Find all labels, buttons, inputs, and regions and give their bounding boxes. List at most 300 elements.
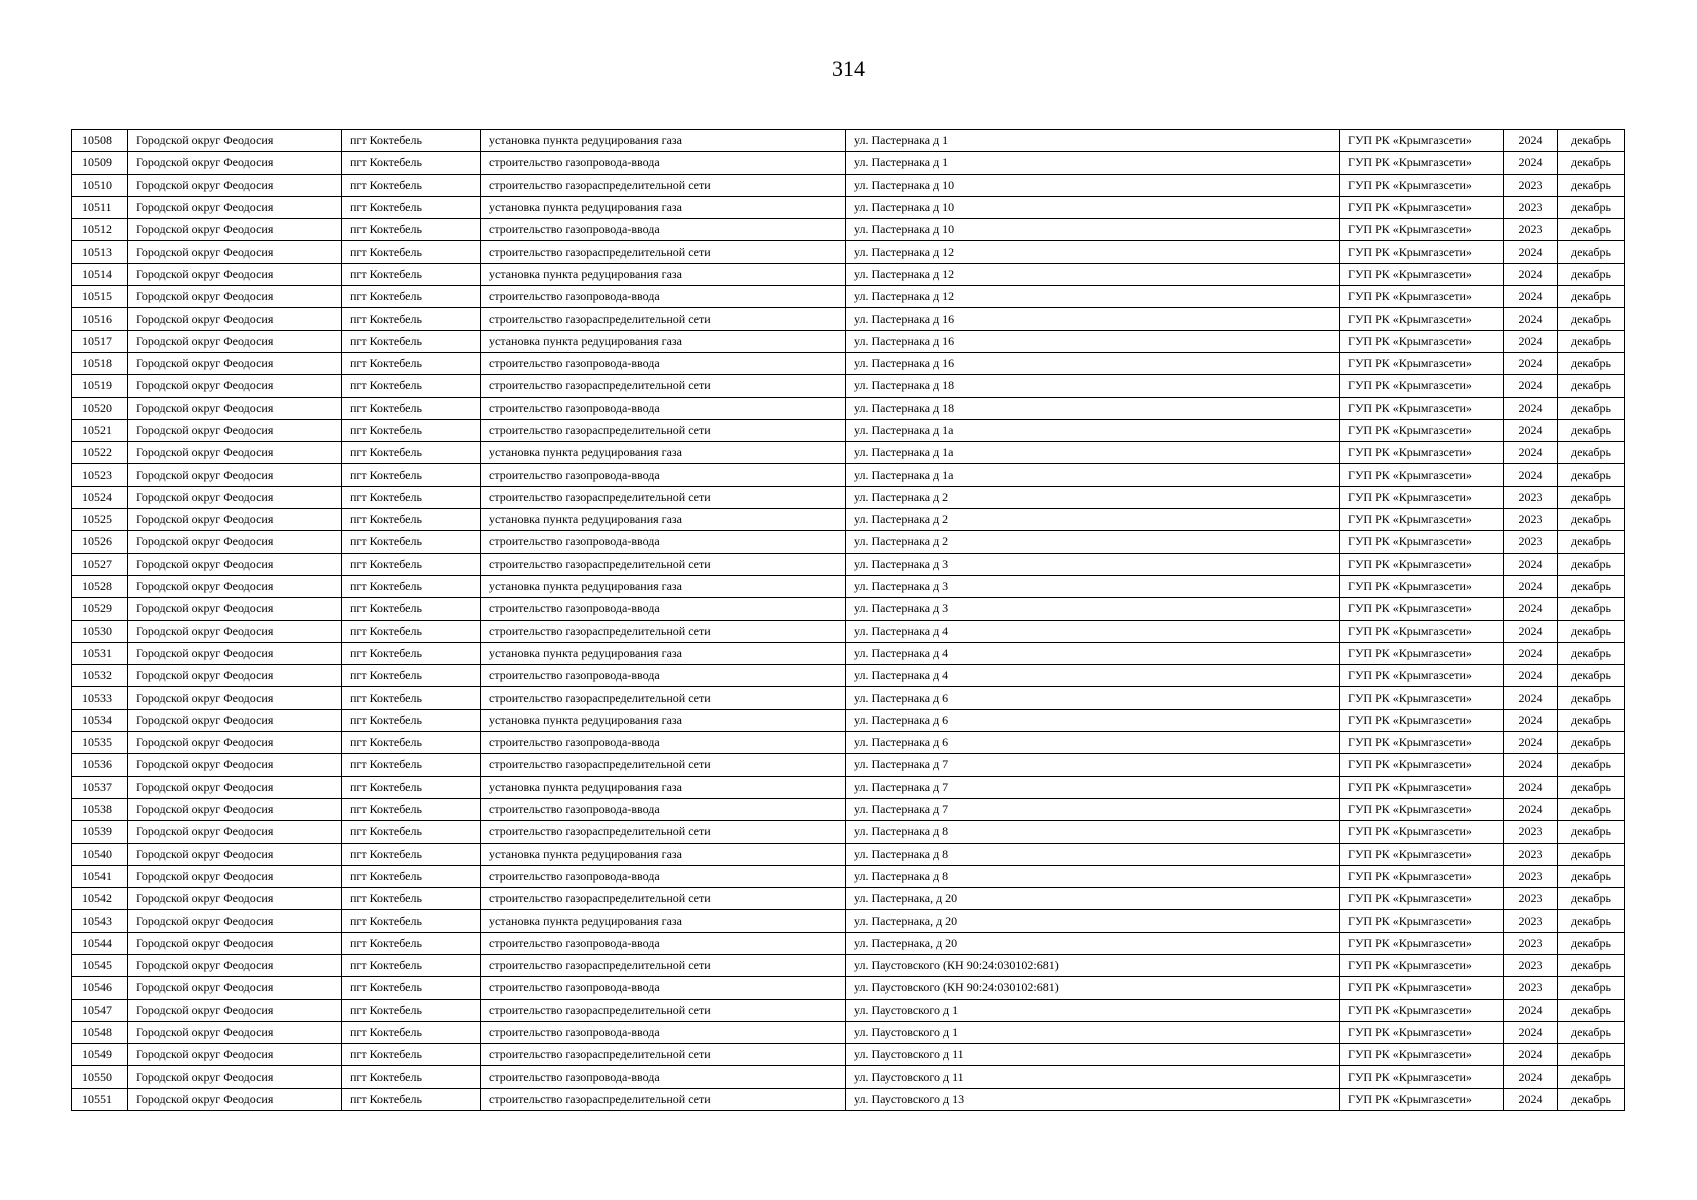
row-number-cell: 10528 <box>72 575 128 597</box>
settlement-cell: пгт Коктебель <box>342 932 481 954</box>
settlement-cell: пгт Коктебель <box>342 776 481 798</box>
organization-cell: ГУП РК «Крымгазсети» <box>1340 419 1504 441</box>
address-cell: ул. Паустовского д 11 <box>846 1044 1340 1066</box>
year-cell: 2023 <box>1504 509 1558 531</box>
month-cell: декабрь <box>1558 1088 1625 1110</box>
table-row <box>72 219 1625 241</box>
district-cell: Городской округ Феодосия <box>128 776 342 798</box>
organization-cell: ГУП РК «Крымгазсети» <box>1340 1021 1504 1043</box>
month-cell: декабрь <box>1558 464 1625 486</box>
year-cell: 2024 <box>1504 1021 1558 1043</box>
month-cell: декабрь <box>1558 665 1625 687</box>
district-cell: Городской округ Феодосия <box>128 865 342 887</box>
year-cell: 2024 <box>1504 442 1558 464</box>
settlement-cell: пгт Коктебель <box>342 464 481 486</box>
organization-cell: ГУП РК «Крымгазсети» <box>1340 174 1504 196</box>
address-cell: ул. Пастернака д 10 <box>846 196 1340 218</box>
table-row <box>72 352 1625 374</box>
row-number-cell: 10540 <box>72 843 128 865</box>
settlement-cell: пгт Коктебель <box>342 954 481 976</box>
settlement-cell: пгт Коктебель <box>342 888 481 910</box>
settlement-cell: пгт Коктебель <box>342 241 481 263</box>
year-cell: 2023 <box>1504 888 1558 910</box>
work-type-cell: установка пункта редуцирования газа <box>481 642 846 664</box>
work-type-cell: строительство газопровода-ввода <box>481 598 846 620</box>
month-cell: декабрь <box>1558 732 1625 754</box>
district-cell: Городской округ Феодосия <box>128 352 342 374</box>
work-type-cell: строительство газораспределительной сети <box>481 486 846 508</box>
district-cell: Городской округ Феодосия <box>128 531 342 553</box>
organization-cell: ГУП РК «Крымгазсети» <box>1340 709 1504 731</box>
work-type-cell: установка пункта редуцирования газа <box>481 509 846 531</box>
address-cell: ул. Пастернака д 6 <box>846 709 1340 731</box>
settlement-cell: пгт Коктебель <box>342 196 481 218</box>
row-number-cell: 10547 <box>72 999 128 1021</box>
row-number-cell: 10519 <box>72 375 128 397</box>
table-row <box>72 776 1625 798</box>
address-cell: ул. Пастернака, д 20 <box>846 932 1340 954</box>
organization-cell: ГУП РК «Крымгазсети» <box>1340 821 1504 843</box>
table-row <box>72 286 1625 308</box>
row-number-cell: 10521 <box>72 419 128 441</box>
address-cell: ул. Пастернака д 4 <box>846 665 1340 687</box>
month-cell: декабрь <box>1558 174 1625 196</box>
month-cell: декабрь <box>1558 843 1625 865</box>
settlement-cell: пгт Коктебель <box>342 598 481 620</box>
year-cell: 2023 <box>1504 932 1558 954</box>
table-row <box>72 531 1625 553</box>
organization-cell: ГУП РК «Крымгазсети» <box>1340 531 1504 553</box>
district-cell: Городской округ Феодосия <box>128 442 342 464</box>
district-cell: Городской округ Феодосия <box>128 130 342 152</box>
year-cell: 2023 <box>1504 219 1558 241</box>
month-cell: декабрь <box>1558 1021 1625 1043</box>
month-cell: декабрь <box>1558 486 1625 508</box>
table-row <box>72 308 1625 330</box>
page-number: 314 <box>832 56 865 81</box>
row-number-cell: 10530 <box>72 620 128 642</box>
table-row <box>72 1066 1625 1088</box>
year-cell: 2024 <box>1504 241 1558 263</box>
year-cell: 2024 <box>1504 308 1558 330</box>
row-number-cell: 10513 <box>72 241 128 263</box>
settlement-cell: пгт Коктебель <box>342 798 481 820</box>
address-cell: ул. Пастернака д 18 <box>846 375 1340 397</box>
month-cell: декабрь <box>1558 888 1625 910</box>
table-row <box>72 464 1625 486</box>
address-cell: ул. Пастернака д 8 <box>846 865 1340 887</box>
organization-cell: ГУП РК «Крымгазсети» <box>1340 1088 1504 1110</box>
work-type-cell: строительство газопровода-ввода <box>481 152 846 174</box>
table-row <box>72 1088 1625 1110</box>
row-number-cell: 10537 <box>72 776 128 798</box>
address-cell: ул. Пастернака д 3 <box>846 575 1340 597</box>
year-cell: 2023 <box>1504 821 1558 843</box>
settlement-cell: пгт Коктебель <box>342 843 481 865</box>
address-cell: ул. Пастернака д 7 <box>846 754 1340 776</box>
organization-cell: ГУП РК «Крымгазсети» <box>1340 263 1504 285</box>
work-type-cell: строительство газопровода-ввода <box>481 665 846 687</box>
district-cell: Городской округ Феодосия <box>128 286 342 308</box>
district-cell: Городской округ Феодосия <box>128 397 342 419</box>
year-cell: 2024 <box>1504 419 1558 441</box>
organization-cell: ГУП РК «Крымгазсети» <box>1340 196 1504 218</box>
work-type-cell: строительство газораспределительной сети <box>481 174 846 196</box>
organization-cell: ГУП РК «Крымгазсети» <box>1340 798 1504 820</box>
month-cell: декабрь <box>1558 954 1625 976</box>
work-type-cell: установка пункта редуцирования газа <box>481 843 846 865</box>
month-cell: декабрь <box>1558 1044 1625 1066</box>
year-cell: 2023 <box>1504 910 1558 932</box>
district-cell: Городской округ Феодосия <box>128 196 342 218</box>
year-cell: 2024 <box>1504 732 1558 754</box>
address-cell: ул. Пастернака д 7 <box>846 776 1340 798</box>
year-cell: 2024 <box>1504 464 1558 486</box>
settlement-cell: пгт Коктебель <box>342 620 481 642</box>
address-cell: ул. Пастернака д 1 <box>846 152 1340 174</box>
work-type-cell: строительство газопровода-ввода <box>481 286 846 308</box>
address-cell: ул. Паустовского д 1 <box>846 999 1340 1021</box>
district-cell: Городской округ Феодосия <box>128 687 342 709</box>
work-type-cell: строительство газораспределительной сети <box>481 1044 846 1066</box>
address-cell: ул. Паустовского (КН 90:24:030102:681) <box>846 954 1340 976</box>
settlement-cell: пгт Коктебель <box>342 263 481 285</box>
settlement-cell: пгт Коктебель <box>342 1066 481 1088</box>
district-cell: Городской округ Феодосия <box>128 598 342 620</box>
district-cell: Городской округ Феодосия <box>128 1066 342 1088</box>
row-number-cell: 10525 <box>72 509 128 531</box>
year-cell: 2023 <box>1504 486 1558 508</box>
district-cell: Городской округ Феодосия <box>128 843 342 865</box>
address-cell: ул. Пастернака д 10 <box>846 219 1340 241</box>
year-cell: 2024 <box>1504 642 1558 664</box>
district-cell: Городской округ Феодосия <box>128 1088 342 1110</box>
work-type-cell: строительство газопровода-ввода <box>481 219 846 241</box>
table-row <box>72 888 1625 910</box>
district-cell: Городской округ Феодосия <box>128 241 342 263</box>
row-number-cell: 10531 <box>72 642 128 664</box>
table-row <box>72 152 1625 174</box>
address-cell: ул. Пастернака д 3 <box>846 553 1340 575</box>
year-cell: 2024 <box>1504 598 1558 620</box>
table-row <box>72 241 1625 263</box>
row-number-cell: 10516 <box>72 308 128 330</box>
address-cell: ул. Паустовского д 11 <box>846 1066 1340 1088</box>
settlement-cell: пгт Коктебель <box>342 865 481 887</box>
work-type-cell: строительство газопровода-ввода <box>481 531 846 553</box>
table-row <box>72 910 1625 932</box>
row-number-cell: 10510 <box>72 174 128 196</box>
work-type-cell: строительство газораспределительной сети <box>481 1088 846 1110</box>
table-row <box>72 642 1625 664</box>
organization-cell: ГУП РК «Крымгазсети» <box>1340 642 1504 664</box>
table-row <box>72 999 1625 1021</box>
organization-cell: ГУП РК «Крымгазсети» <box>1340 442 1504 464</box>
table-row <box>72 419 1625 441</box>
district-cell: Городской округ Феодосия <box>128 464 342 486</box>
table-row <box>72 397 1625 419</box>
year-cell: 2024 <box>1504 798 1558 820</box>
address-cell: ул. Пастернака, д 20 <box>846 910 1340 932</box>
district-cell: Городской округ Феодосия <box>128 821 342 843</box>
work-type-cell: строительство газопровода-ввода <box>481 1066 846 1088</box>
district-cell: Городской округ Феодосия <box>128 665 342 687</box>
address-cell: ул. Пастернака д 1а <box>846 464 1340 486</box>
address-cell: ул. Пастернака д 16 <box>846 308 1340 330</box>
work-type-cell: установка пункта редуцирования газа <box>481 442 846 464</box>
table-row <box>72 263 1625 285</box>
address-cell: ул. Пастернака д 3 <box>846 598 1340 620</box>
year-cell: 2023 <box>1504 843 1558 865</box>
year-cell: 2024 <box>1504 665 1558 687</box>
month-cell: декабрь <box>1558 687 1625 709</box>
year-cell: 2024 <box>1504 999 1558 1021</box>
work-type-cell: строительство газораспределительной сети <box>481 888 846 910</box>
year-cell: 2024 <box>1504 776 1558 798</box>
address-cell: ул. Пастернака д 16 <box>846 330 1340 352</box>
work-type-cell: установка пункта редуцирования газа <box>481 910 846 932</box>
work-type-cell: строительство газораспределительной сети <box>481 821 846 843</box>
district-cell: Городской округ Феодосия <box>128 932 342 954</box>
table-row <box>72 754 1625 776</box>
row-number-cell: 10517 <box>72 330 128 352</box>
settlement-cell: пгт Коктебель <box>342 397 481 419</box>
month-cell: декабрь <box>1558 798 1625 820</box>
organization-cell: ГУП РК «Крымгазсети» <box>1340 152 1504 174</box>
year-cell: 2023 <box>1504 954 1558 976</box>
table-row <box>72 843 1625 865</box>
row-number-cell: 10509 <box>72 152 128 174</box>
settlement-cell: пгт Коктебель <box>342 999 481 1021</box>
district-cell: Городской округ Феодосия <box>128 152 342 174</box>
year-cell: 2024 <box>1504 352 1558 374</box>
district-cell: Городской округ Феодосия <box>128 575 342 597</box>
district-cell: Городской округ Феодосия <box>128 910 342 932</box>
month-cell: декабрь <box>1558 776 1625 798</box>
address-cell: ул. Пастернака д 12 <box>846 263 1340 285</box>
district-cell: Городской округ Феодосия <box>128 219 342 241</box>
month-cell: декабрь <box>1558 219 1625 241</box>
year-cell: 2023 <box>1504 531 1558 553</box>
table-row <box>72 598 1625 620</box>
work-type-cell: строительство газопровода-ввода <box>481 798 846 820</box>
month-cell: декабрь <box>1558 709 1625 731</box>
organization-cell: ГУП РК «Крымгазсети» <box>1340 888 1504 910</box>
address-cell: ул. Пастернака д 1а <box>846 419 1340 441</box>
row-number-cell: 10545 <box>72 954 128 976</box>
district-cell: Городской округ Феодосия <box>128 954 342 976</box>
year-cell: 2024 <box>1504 263 1558 285</box>
row-number-cell: 10532 <box>72 665 128 687</box>
table-row <box>72 196 1625 218</box>
organization-cell: ГУП РК «Крымгазсети» <box>1340 553 1504 575</box>
month-cell: декабрь <box>1558 620 1625 642</box>
table-row <box>72 798 1625 820</box>
organization-cell: ГУП РК «Крымгазсети» <box>1340 754 1504 776</box>
address-cell: ул. Пастернака д 2 <box>846 486 1340 508</box>
row-number-cell: 10515 <box>72 286 128 308</box>
district-cell: Городской округ Феодосия <box>128 509 342 531</box>
month-cell: декабрь <box>1558 397 1625 419</box>
month-cell: декабрь <box>1558 419 1625 441</box>
work-type-cell: строительство газопровода-ввода <box>481 397 846 419</box>
month-cell: декабрь <box>1558 999 1625 1021</box>
month-cell: декабрь <box>1558 375 1625 397</box>
row-number-cell: 10551 <box>72 1088 128 1110</box>
work-type-cell: строительство газопровода-ввода <box>481 464 846 486</box>
settlement-cell: пгт Коктебель <box>342 553 481 575</box>
address-cell: ул. Пастернака д 12 <box>846 286 1340 308</box>
address-cell: ул. Пастернака д 2 <box>846 509 1340 531</box>
table-row <box>72 174 1625 196</box>
row-number-cell: 10541 <box>72 865 128 887</box>
row-number-cell: 10508 <box>72 130 128 152</box>
month-cell: декабрь <box>1558 196 1625 218</box>
organization-cell: ГУП РК «Крымгазсети» <box>1340 575 1504 597</box>
address-cell: ул. Пастернака д 6 <box>846 732 1340 754</box>
address-cell: ул. Пастернака д 18 <box>846 397 1340 419</box>
district-cell: Городской округ Феодосия <box>128 754 342 776</box>
address-cell: ул. Пастернака д 6 <box>846 687 1340 709</box>
settlement-cell: пгт Коктебель <box>342 174 481 196</box>
organization-cell: ГУП РК «Крымгазсети» <box>1340 932 1504 954</box>
month-cell: декабрь <box>1558 286 1625 308</box>
year-cell: 2023 <box>1504 977 1558 999</box>
table-row <box>72 375 1625 397</box>
organization-cell: ГУП РК «Крымгазсети» <box>1340 687 1504 709</box>
work-type-cell: строительство газораспределительной сети <box>481 419 846 441</box>
table-row <box>72 865 1625 887</box>
table-row <box>72 709 1625 731</box>
address-cell: ул. Пастернака д 1а <box>846 442 1340 464</box>
settlement-cell: пгт Коктебель <box>342 977 481 999</box>
year-cell: 2024 <box>1504 330 1558 352</box>
organization-cell: ГУП РК «Крымгазсети» <box>1340 352 1504 374</box>
work-type-cell: строительство газораспределительной сети <box>481 954 846 976</box>
month-cell: декабрь <box>1558 130 1625 152</box>
table-row <box>72 509 1625 531</box>
work-type-cell: установка пункта редуцирования газа <box>481 196 846 218</box>
table-row <box>72 932 1625 954</box>
row-number-cell: 10535 <box>72 732 128 754</box>
settlement-cell: пгт Коктебель <box>342 1021 481 1043</box>
organization-cell: ГУП РК «Крымгазсети» <box>1340 954 1504 976</box>
organization-cell: ГУП РК «Крымгазсети» <box>1340 665 1504 687</box>
table-row <box>72 575 1625 597</box>
row-number-cell: 10520 <box>72 397 128 419</box>
month-cell: декабрь <box>1558 642 1625 664</box>
settlement-cell: пгт Коктебель <box>342 687 481 709</box>
work-type-cell: установка пункта редуцирования газа <box>481 776 846 798</box>
row-number-cell: 10529 <box>72 598 128 620</box>
table-row <box>72 330 1625 352</box>
month-cell: декабрь <box>1558 241 1625 263</box>
year-cell: 2024 <box>1504 620 1558 642</box>
year-cell: 2024 <box>1504 754 1558 776</box>
address-cell: ул. Пастернака д 4 <box>846 642 1340 664</box>
district-cell: Городской округ Феодосия <box>128 999 342 1021</box>
settlement-cell: пгт Коктебель <box>342 352 481 374</box>
month-cell: декабрь <box>1558 352 1625 374</box>
district-cell: Городской округ Феодосия <box>128 1021 342 1043</box>
settlement-cell: пгт Коктебель <box>342 665 481 687</box>
gasification-table <box>71 129 1625 1111</box>
year-cell: 2024 <box>1504 397 1558 419</box>
month-cell: декабрь <box>1558 910 1625 932</box>
organization-cell: ГУП РК «Крымгазсети» <box>1340 397 1504 419</box>
organization-cell: ГУП РК «Крымгазсети» <box>1340 241 1504 263</box>
table-row <box>72 954 1625 976</box>
row-number-cell: 10527 <box>72 553 128 575</box>
settlement-cell: пгт Коктебель <box>342 575 481 597</box>
address-cell: ул. Пастернака д 12 <box>846 241 1340 263</box>
settlement-cell: пгт Коктебель <box>342 709 481 731</box>
settlement-cell: пгт Коктебель <box>342 219 481 241</box>
year-cell: 2024 <box>1504 575 1558 597</box>
work-type-cell: установка пункта редуцирования газа <box>481 330 846 352</box>
address-cell: ул. Паустовского д 1 <box>846 1021 1340 1043</box>
settlement-cell: пгт Коктебель <box>342 910 481 932</box>
table-row <box>72 442 1625 464</box>
row-number-cell: 10514 <box>72 263 128 285</box>
month-cell: декабрь <box>1558 754 1625 776</box>
address-cell: ул. Пастернака д 10 <box>846 174 1340 196</box>
year-cell: 2024 <box>1504 1066 1558 1088</box>
row-number-cell: 10546 <box>72 977 128 999</box>
row-number-cell: 10539 <box>72 821 128 843</box>
settlement-cell: пгт Коктебель <box>342 486 481 508</box>
row-number-cell: 10542 <box>72 888 128 910</box>
year-cell: 2024 <box>1504 286 1558 308</box>
work-type-cell: строительство газораспределительной сети <box>481 553 846 575</box>
address-cell: ул. Паустовского (КН 90:24:030102:681) <box>846 977 1340 999</box>
district-cell: Городской округ Феодосия <box>128 174 342 196</box>
work-type-cell: строительство газопровода-ввода <box>481 1021 846 1043</box>
organization-cell: ГУП РК «Крымгазсети» <box>1340 620 1504 642</box>
settlement-cell: пгт Коктебель <box>342 754 481 776</box>
organization-cell: ГУП РК «Крымгазсети» <box>1340 732 1504 754</box>
table-row <box>72 687 1625 709</box>
row-number-cell: 10544 <box>72 932 128 954</box>
settlement-cell: пгт Коктебель <box>342 1088 481 1110</box>
address-cell: ул. Пастернака д 8 <box>846 821 1340 843</box>
district-cell: Городской округ Феодосия <box>128 553 342 575</box>
settlement-cell: пгт Коктебель <box>342 1044 481 1066</box>
settlement-cell: пгт Коктебель <box>342 375 481 397</box>
row-number-cell: 10524 <box>72 486 128 508</box>
year-cell: 2024 <box>1504 130 1558 152</box>
row-number-cell: 10550 <box>72 1066 128 1088</box>
organization-cell: ГУП РК «Крымгазсети» <box>1340 776 1504 798</box>
work-type-cell: строительство газопровода-ввода <box>481 352 846 374</box>
organization-cell: ГУП РК «Крымгазсети» <box>1340 330 1504 352</box>
district-cell: Городской округ Феодосия <box>128 486 342 508</box>
month-cell: декабрь <box>1558 509 1625 531</box>
table-row <box>72 553 1625 575</box>
year-cell: 2024 <box>1504 1088 1558 1110</box>
address-cell: ул. Пастернака д 7 <box>846 798 1340 820</box>
year-cell: 2023 <box>1504 865 1558 887</box>
row-number-cell: 10536 <box>72 754 128 776</box>
settlement-cell: пгт Коктебель <box>342 419 481 441</box>
table-row <box>72 620 1625 642</box>
year-cell: 2023 <box>1504 174 1558 196</box>
work-type-cell: установка пункта редуцирования газа <box>481 130 846 152</box>
table-row <box>72 486 1625 508</box>
district-cell: Городской округ Феодосия <box>128 798 342 820</box>
month-cell: декабрь <box>1558 932 1625 954</box>
year-cell: 2024 <box>1504 553 1558 575</box>
